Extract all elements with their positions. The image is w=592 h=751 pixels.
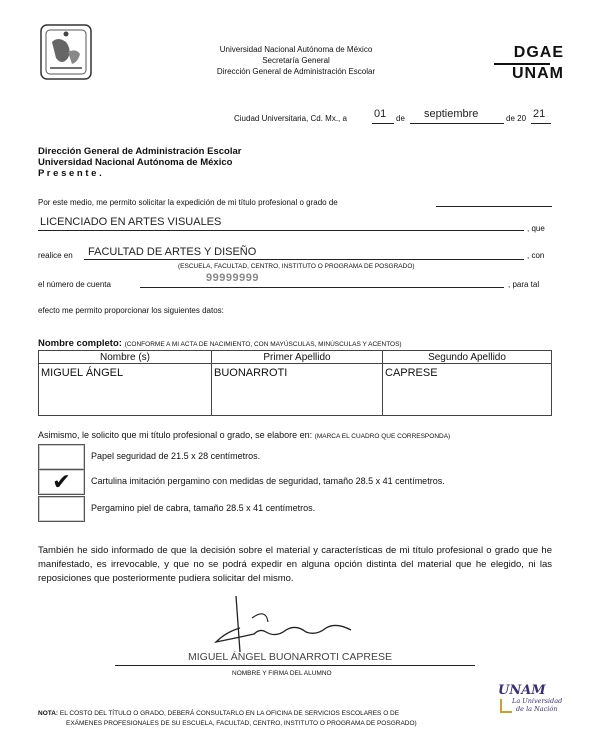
realice-label: realice en bbox=[38, 251, 73, 260]
primer-apellido-value: BUONARROTI bbox=[212, 364, 383, 416]
cuenta-label: el número de cuenta bbox=[38, 280, 111, 289]
addressee-line3: P r e s e n t e . bbox=[38, 168, 102, 179]
school-value: FACULTAD DE ARTES Y DISEÑO bbox=[88, 246, 257, 258]
dgae-logo: DGAE bbox=[513, 44, 564, 61]
material-note: (MARCA EL CUADRO QUE CORRESPONDA) bbox=[314, 433, 451, 440]
efecto-text: efecto me permito proporcionar los siguientes datos: bbox=[38, 306, 224, 315]
nota-label: NOTA: bbox=[38, 710, 59, 717]
badge-line2: La Universidad bbox=[512, 697, 563, 705]
que-text: , que bbox=[527, 224, 545, 233]
name-label-row bbox=[38, 338, 402, 349]
unam-nacion-logo bbox=[498, 683, 563, 723]
cuenta-value: 99999999 bbox=[206, 272, 259, 284]
name-table bbox=[38, 350, 552, 416]
material-intro-row bbox=[38, 430, 450, 440]
date-prefix: Ciudad Universitaria, Cd. Mx., a bbox=[234, 114, 347, 123]
header-university: Universidad Nacional Autónoma de México bbox=[219, 45, 373, 54]
material-intro: Asimismo, le solicito que mi título profesional o grado, se elabore en: bbox=[38, 430, 313, 440]
checkmark-icon: ✔ bbox=[52, 469, 71, 494]
signature-icon bbox=[206, 588, 376, 658]
nota-line2: EXÁMENES PROFESIONALES DE SU ESCUELA, FACULTAD, CENTRO, INSTITUTO O PROGRAMA DE POSGRADO) bbox=[66, 720, 417, 727]
badge-unam: UNAM bbox=[498, 683, 546, 698]
nota-line1: EL COSTO DEL TÍTULO O GRADO, DEBERÁ CONSULTARLO EN LA OFICINA DE SERVICIOS ESCOLARES O DE bbox=[59, 710, 400, 717]
badge-gold-mark bbox=[500, 699, 512, 713]
date-de2: de 20 bbox=[506, 114, 527, 123]
segundo-apellido-value: CAPRESE bbox=[383, 364, 552, 416]
name-label: Nombre completo: bbox=[38, 338, 122, 349]
header-segundo-apellido: Segundo Apellido bbox=[383, 351, 552, 364]
nota-row bbox=[38, 710, 399, 717]
option-pergamino-label: Pergamino piel de cabra, tamaño 28.5 x 41 centímetros. bbox=[91, 503, 316, 513]
header-nombre: Nombre (s) bbox=[39, 351, 212, 364]
badge-line3: de la Nación bbox=[516, 705, 558, 713]
option-pergamino-checkbox[interactable] bbox=[38, 496, 85, 522]
option-cartulina-label: Cartulina imitación pergamino con medidas de seguridad, tamaño 28.5 x 41 centímetros. bbox=[91, 476, 445, 486]
date-de1: de bbox=[396, 114, 405, 123]
informed-paragraph: También he sido informado de que la decisión sobre el material y características de mi título profesional o grado que he manifestado, es irrevocable, y que no se podrá expedir en alguna opción distinta del material que he elegido, ni las reposiciones que posteriormente pudiera solicitar del mismo. bbox=[38, 545, 552, 584]
name-note: (CONFORME A MI ACTA DE NACIMIENTO, CON MAYÚSCULAS, MINÚSCULAS Y ACENTOS) bbox=[124, 341, 402, 348]
header-primer-apellido: Primer Apellido bbox=[212, 351, 383, 364]
option-papel-label: Papel seguridad de 21.5 x 28 centímetros. bbox=[91, 451, 261, 461]
school-note: (ESCUELA, FACULTAD, CENTRO, INSTITUTO O PROGRAMA DE POSGRADO) bbox=[178, 263, 415, 270]
date-month: septiembre bbox=[424, 108, 479, 120]
degree-value: LICENCIADO EN ARTES VISUALES bbox=[40, 216, 222, 228]
unam-logo: UNAM bbox=[512, 65, 564, 82]
addressee-line2: Universidad Nacional Autónoma de México bbox=[38, 157, 233, 168]
header-secretaria: Secretaría General bbox=[262, 56, 330, 65]
signature-caption: NOMBRE Y FIRMA DEL ALUMNO bbox=[232, 670, 332, 677]
option-cartulina-checkbox[interactable] bbox=[38, 469, 85, 495]
addressee-line1: Dirección General de Administración Escolar bbox=[38, 146, 242, 157]
option-papel-checkbox[interactable] bbox=[38, 444, 85, 470]
con-text: , con bbox=[527, 251, 545, 260]
signature-name: MIGUEL ÁNGEL BUONARROTI CAPRESE bbox=[188, 651, 393, 663]
date-year: 21 bbox=[533, 108, 546, 120]
date-day: 01 bbox=[374, 108, 387, 120]
header-direccion: Dirección General de Administración Escolar bbox=[216, 67, 376, 76]
nombre-value: MIGUEL ÁNGEL bbox=[39, 364, 212, 416]
para-tal-text: , para tal bbox=[508, 280, 540, 289]
intro-text: Por este medio, me permito solicitar la expedición de mi título profesional o grado de bbox=[38, 198, 338, 207]
unam-seal-icon bbox=[38, 22, 94, 82]
